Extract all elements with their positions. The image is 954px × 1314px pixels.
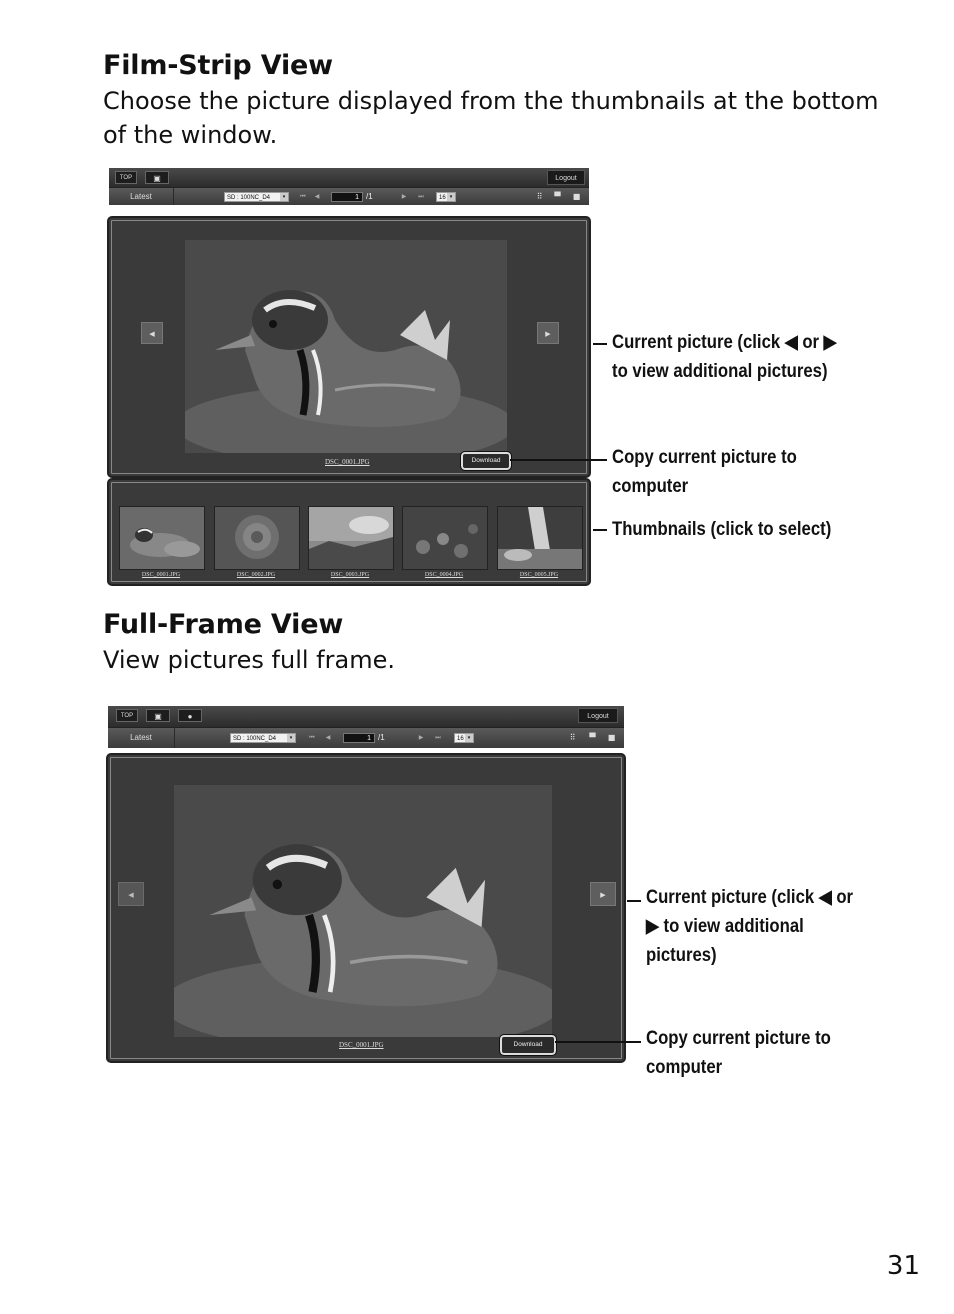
top-tab[interactable]: TOP xyxy=(116,709,138,722)
chevron-down-icon: ▾ xyxy=(447,193,455,201)
logout-button[interactable]: Logout xyxy=(578,708,618,723)
current-filename[interactable]: DSC_0001.JPG xyxy=(325,458,370,466)
callout-line: computer xyxy=(646,1057,723,1078)
latest-button[interactable]: Latest xyxy=(109,188,174,205)
top-bar xyxy=(108,706,624,728)
thumbnail-filename[interactable]: DSC_0002.JPG xyxy=(236,572,276,578)
viewer-tab-icon[interactable]: ▣ xyxy=(145,171,169,184)
thumbnail-image xyxy=(403,507,487,569)
next-page-icon[interactable]: ▶ xyxy=(418,734,424,741)
page-total: /1 xyxy=(378,733,385,742)
thumbnail-filename[interactable]: DSC_0004.JPG xyxy=(424,572,464,578)
thumbnail[interactable] xyxy=(402,506,488,570)
card-folder-select[interactable] xyxy=(224,192,289,202)
page-number-input[interactable]: 1 xyxy=(343,733,375,743)
top-tab[interactable]: TOP xyxy=(115,171,137,184)
callout-leader xyxy=(510,459,607,461)
thumbnail-image xyxy=(498,507,582,569)
callout-copy-picture xyxy=(646,1024,831,1082)
duck-photo xyxy=(174,785,552,1037)
thumbnail-filename[interactable]: DSC_0003.JPG xyxy=(330,572,370,578)
thumbnail-image xyxy=(120,507,204,569)
prev-page-icon[interactable]: ◀ xyxy=(314,193,320,200)
camera-tab-icon[interactable]: ● xyxy=(178,709,202,722)
next-page-icon[interactable]: ▶ xyxy=(401,193,407,200)
page-number: 31 xyxy=(886,1251,920,1281)
next-picture-button[interactable]: ▶ xyxy=(590,882,616,906)
nav-bar xyxy=(109,188,589,205)
nav-bar xyxy=(108,728,624,748)
thumbnail-image xyxy=(215,507,299,569)
callout-leader xyxy=(555,1041,641,1043)
filmstrip-view-icon[interactable]: ▀ xyxy=(589,733,596,742)
thumbnail[interactable] xyxy=(214,506,300,570)
card-folder-select[interactable] xyxy=(230,733,296,743)
last-page-icon[interactable]: ⏭ xyxy=(435,734,441,741)
card-folder-value: SD : 100NC_D4 xyxy=(227,195,271,201)
current-picture-panel xyxy=(107,216,591,478)
duck-photo xyxy=(185,240,507,453)
filmstrip-heading: Film-Strip View xyxy=(103,50,333,81)
per-page-value: 16 xyxy=(439,195,446,201)
callout-leader xyxy=(593,343,607,345)
per-page-select[interactable] xyxy=(454,733,474,743)
latest-button[interactable]: Latest xyxy=(108,728,175,748)
prev-picture-button[interactable]: ◀ xyxy=(118,882,144,906)
fullframe-heading: Full-Frame View xyxy=(103,609,344,640)
callout-current-picture xyxy=(646,883,853,970)
prev-picture-button[interactable]: ◀ xyxy=(141,322,163,344)
callout-leader xyxy=(593,529,607,531)
thumbnail[interactable] xyxy=(308,506,394,570)
per-page-select[interactable] xyxy=(436,192,456,202)
current-picture[interactable] xyxy=(185,240,507,453)
callout-line: to view additional pictures) xyxy=(612,361,828,382)
grid-view-icon[interactable]: ⠿ xyxy=(569,733,576,742)
logout-button[interactable]: Logout xyxy=(547,170,585,185)
callout-thumbnails xyxy=(612,515,831,544)
card-folder-value: SD : 100NC_D4 xyxy=(233,736,277,742)
callout-line: Thumbnails (click to select) xyxy=(612,519,832,540)
callout-leader xyxy=(627,900,641,902)
callout-line: Copy current picture to xyxy=(646,1028,831,1049)
chevron-down-icon: ▾ xyxy=(287,734,295,742)
current-filename[interactable]: DSC_0001.JPG xyxy=(339,1041,384,1049)
fullframe-view-icon[interactable]: ■ xyxy=(572,192,581,201)
thumbnail-strip xyxy=(107,478,591,586)
fullframe-screenshot xyxy=(106,706,626,1064)
callout-current-picture xyxy=(612,328,837,386)
callout-line: ▶ to view additional xyxy=(646,916,804,937)
viewer-tab-icon[interactable]: ▣ xyxy=(146,709,170,722)
thumbnail-filename[interactable]: DSC_0005.JPG xyxy=(519,572,559,578)
callout-copy-picture xyxy=(612,443,797,501)
first-page-icon[interactable]: ⏮ xyxy=(309,734,315,741)
next-picture-button[interactable]: ▶ xyxy=(537,322,559,344)
callout-line: computer xyxy=(612,476,689,497)
chevron-down-icon: ▾ xyxy=(465,734,473,742)
per-page-value: 16 xyxy=(457,736,464,742)
current-picture[interactable] xyxy=(174,785,552,1037)
page-total: /1 xyxy=(366,192,373,201)
fullframe-description: View pictures full frame. xyxy=(103,646,395,674)
top-bar xyxy=(109,168,589,188)
filmstrip-screenshot xyxy=(107,168,591,588)
callout-line: Current picture (click ◀ or xyxy=(646,887,854,908)
last-page-icon[interactable]: ⏭ xyxy=(418,193,424,200)
download-button[interactable]: Download xyxy=(461,452,511,470)
fullframe-view-icon[interactable]: ■ xyxy=(607,733,616,742)
prev-page-icon[interactable]: ◀ xyxy=(325,734,331,741)
download-button[interactable]: Download xyxy=(500,1035,556,1055)
callout-line: Copy current picture to xyxy=(612,447,797,468)
callout-line: Current picture (click ◀ or ▶ xyxy=(612,332,837,353)
thumbnail-filename[interactable]: DSC_0001.JPG xyxy=(141,572,181,578)
chevron-down-icon: ▾ xyxy=(280,193,288,201)
thumbnail-image xyxy=(309,507,393,569)
thumbnail[interactable] xyxy=(497,506,583,570)
current-picture-panel xyxy=(106,753,626,1063)
thumbnail[interactable] xyxy=(119,506,205,570)
grid-view-icon[interactable]: ⠿ xyxy=(536,192,543,201)
page-number-input[interactable]: 1 xyxy=(331,192,363,202)
filmstrip-description: Choose the picture displayed from the thumbnails at the bottom of the window. xyxy=(103,87,879,149)
callout-line: pictures) xyxy=(646,945,717,966)
filmstrip-view-icon[interactable]: ▀ xyxy=(554,192,561,201)
first-page-icon[interactable]: ⏮ xyxy=(300,193,306,200)
